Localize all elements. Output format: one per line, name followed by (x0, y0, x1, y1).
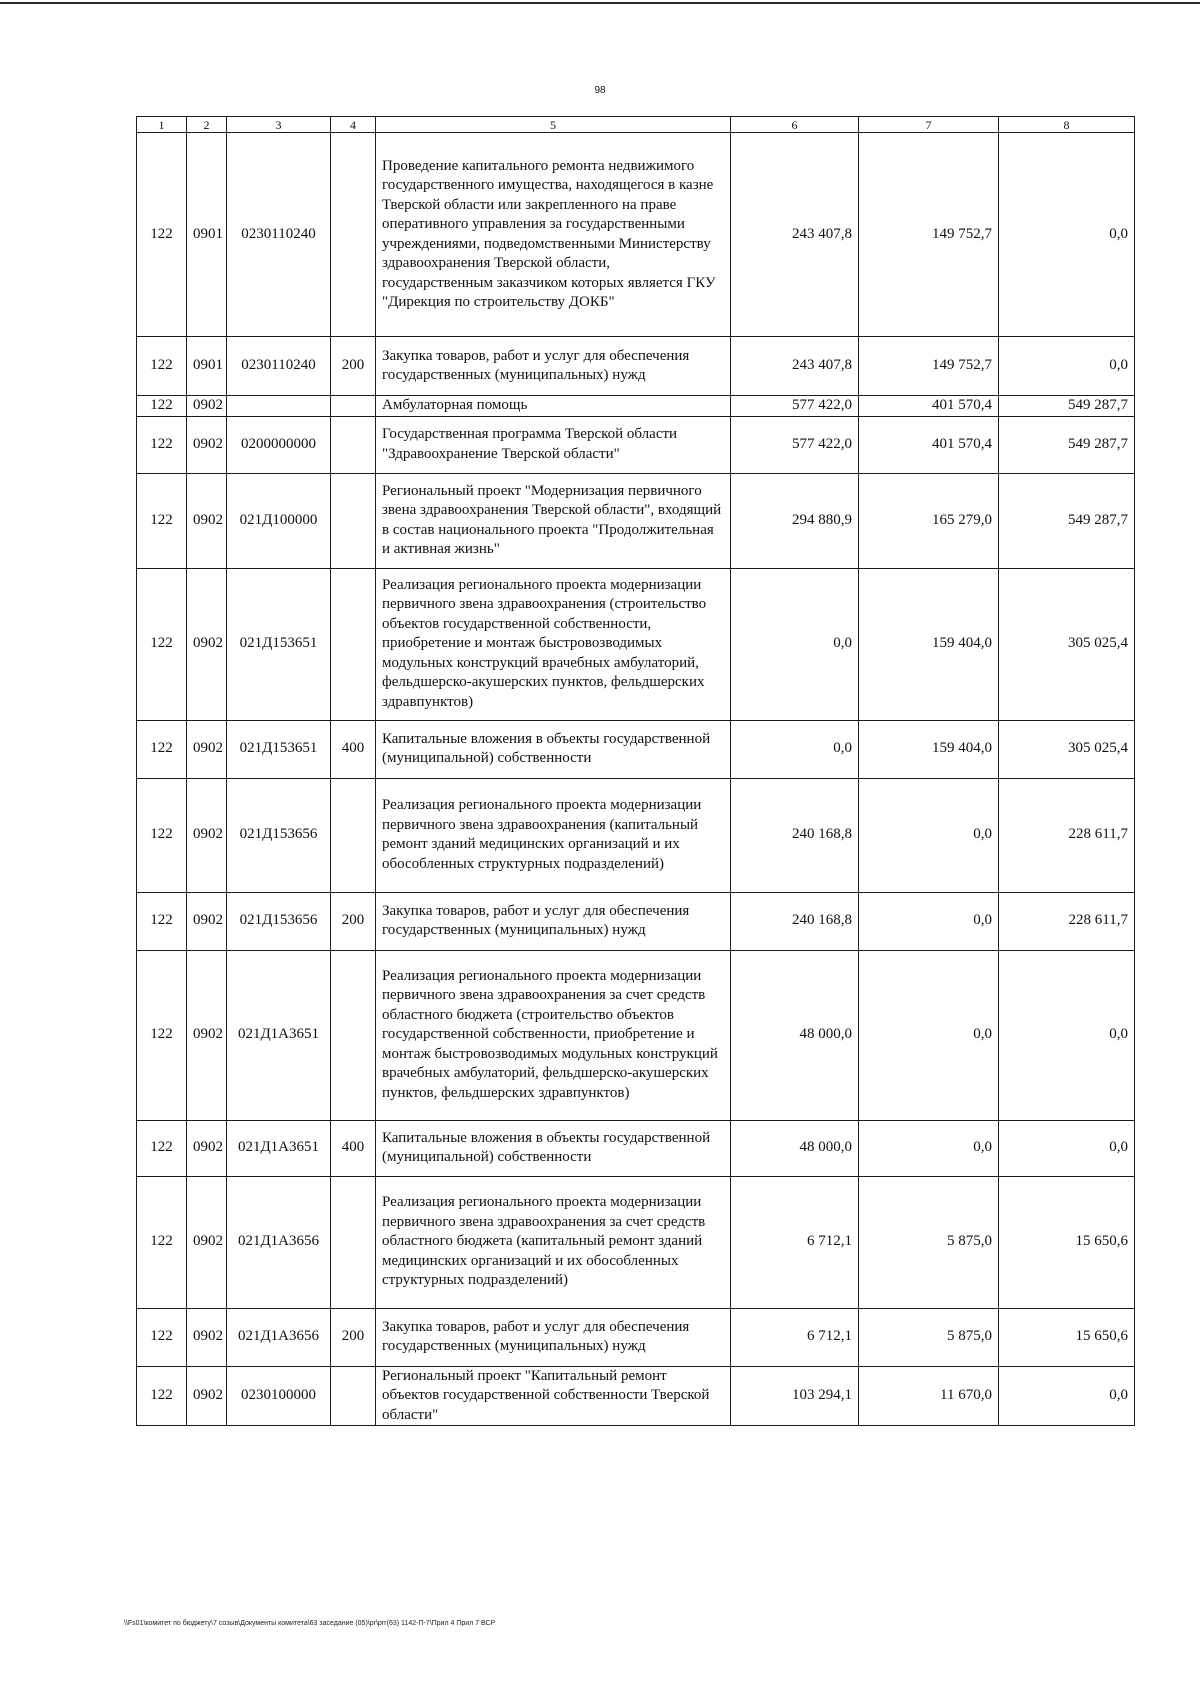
cell-c2: 0902 (187, 778, 227, 892)
cell-c5: Реализация регионального проекта модернизации первичного звена здравоохранения за счет средств областного бюджета (строительство объектов государственной собственности, приобретение и монтаж быстровозводимых модульных конструкций врачебных амбулаторий, фельдшерско-акушерских пунктов, фельдшерских здравпунктов) (376, 950, 731, 1120)
table-body (137, 133, 1135, 1426)
cell-c6: 294 880,9 (731, 473, 859, 568)
cell-c2: 0902 (187, 950, 227, 1120)
column-header: 6 (731, 117, 859, 133)
cell-c1: 122 (137, 950, 187, 1120)
cell-c3: 0200000000 (227, 416, 331, 473)
cell-c5: Капитальные вложения в объекты государственной (муниципальной) собственности (376, 1120, 731, 1176)
cell-c1: 122 (137, 1308, 187, 1366)
cell-c6: 577 422,0 (731, 416, 859, 473)
cell-c3: 0230110240 (227, 337, 331, 396)
cell-c3: 021Д1А3656 (227, 1308, 331, 1366)
cell-c4 (331, 416, 376, 473)
cell-c5: Реализация регионального проекта модернизации первичного звена здравоохранения (капитальный ремонт зданий медицинских организаций и их обособленных структурных подразделений) (376, 778, 731, 892)
cell-c1: 122 (137, 1366, 187, 1426)
cell-c7: 0,0 (859, 892, 999, 950)
cell-c3: 021Д1А3651 (227, 950, 331, 1120)
cell-c8: 228 611,7 (999, 778, 1135, 892)
cell-c1: 122 (137, 1120, 187, 1176)
cell-c1: 122 (137, 416, 187, 473)
cell-c2: 0902 (187, 568, 227, 720)
cell-c2: 0901 (187, 337, 227, 396)
cell-c7: 5 875,0 (859, 1308, 999, 1366)
cell-c8: 549 287,7 (999, 396, 1135, 417)
cell-c8: 549 287,7 (999, 416, 1135, 473)
table-row (137, 1308, 1135, 1366)
table-row (137, 416, 1135, 473)
cell-c4 (331, 950, 376, 1120)
table-row (137, 568, 1135, 720)
cell-c6: 240 168,8 (731, 778, 859, 892)
column-header: 1 (137, 117, 187, 133)
cell-c7: 401 570,4 (859, 396, 999, 417)
cell-c4 (331, 778, 376, 892)
table-row (137, 778, 1135, 892)
cell-c3: 021Д153656 (227, 778, 331, 892)
cell-c1: 122 (137, 892, 187, 950)
cell-c4: 200 (331, 892, 376, 950)
cell-c4 (331, 1176, 376, 1308)
footer-file-path: \\Fs01\комитет по бюджету\7 созыв\Документы комитета\63 заседание (05)\pr\prг(63) 1142-П-7\Прил 4 Прил 7 ВСР (124, 1620, 496, 1627)
cell-c1: 122 (137, 1176, 187, 1308)
table-row (137, 950, 1135, 1120)
cell-c6: 0,0 (731, 568, 859, 720)
page-number: 98 (594, 85, 606, 96)
cell-c4: 400 (331, 720, 376, 778)
cell-c3: 021Д153651 (227, 568, 331, 720)
cell-c2: 0902 (187, 1366, 227, 1426)
cell-c2: 0902 (187, 1308, 227, 1366)
cell-c6: 577 422,0 (731, 396, 859, 417)
column-header: 8 (999, 117, 1135, 133)
cell-c6: 243 407,8 (731, 133, 859, 337)
cell-c1: 122 (137, 778, 187, 892)
cell-c6: 0,0 (731, 720, 859, 778)
cell-c2: 0901 (187, 133, 227, 337)
cell-c1: 122 (137, 337, 187, 396)
header-row (137, 117, 1135, 133)
cell-c8: 549 287,7 (999, 473, 1135, 568)
table-row (137, 1120, 1135, 1176)
cell-c1: 122 (137, 396, 187, 417)
cell-c3: 021Д1А3656 (227, 1176, 331, 1308)
cell-c8: 228 611,7 (999, 892, 1135, 950)
column-header: 3 (227, 117, 331, 133)
cell-c5: Региональный проект "Модернизация первичного звена здравоохранения Тверской области", входящий в состав национального проекта "Продолжительная и активная жизнь" (376, 473, 731, 568)
cell-c7: 0,0 (859, 1120, 999, 1176)
cell-c4: 200 (331, 337, 376, 396)
cell-c2: 0902 (187, 473, 227, 568)
cell-c7: 149 752,7 (859, 133, 999, 337)
cell-c8: 15 650,6 (999, 1308, 1135, 1366)
top-border-line (0, 2, 1200, 4)
cell-c3 (227, 396, 331, 417)
cell-c4 (331, 568, 376, 720)
column-header: 4 (331, 117, 376, 133)
cell-c6: 48 000,0 (731, 1120, 859, 1176)
cell-c1: 122 (137, 473, 187, 568)
cell-c2: 0902 (187, 720, 227, 778)
cell-c7: 0,0 (859, 778, 999, 892)
cell-c4 (331, 396, 376, 417)
cell-c6: 240 168,8 (731, 892, 859, 950)
cell-c6: 48 000,0 (731, 950, 859, 1120)
cell-c8: 0,0 (999, 1120, 1135, 1176)
cell-c4 (331, 133, 376, 337)
table-row (137, 720, 1135, 778)
cell-c2: 0902 (187, 892, 227, 950)
cell-c6: 103 294,1 (731, 1366, 859, 1426)
column-header: 7 (859, 117, 999, 133)
cell-c6: 6 712,1 (731, 1176, 859, 1308)
cell-c2: 0902 (187, 396, 227, 417)
cell-c3: 021Д1А3651 (227, 1120, 331, 1176)
cell-c7: 159 404,0 (859, 720, 999, 778)
cell-c5: Капитальные вложения в объекты государственной (муниципальной) собственности (376, 720, 731, 778)
cell-c6: 6 712,1 (731, 1308, 859, 1366)
table-row (137, 396, 1135, 417)
cell-c3: 021Д153656 (227, 892, 331, 950)
cell-c3: 0230110240 (227, 133, 331, 337)
column-header: 5 (376, 117, 731, 133)
cell-c6: 243 407,8 (731, 337, 859, 396)
table-row (137, 892, 1135, 950)
cell-c4: 200 (331, 1308, 376, 1366)
cell-c4: 400 (331, 1120, 376, 1176)
cell-c4 (331, 1366, 376, 1426)
cell-c5: Закупка товаров, работ и услуг для обеспечения государственных (муниципальных) нужд (376, 892, 731, 950)
cell-c1: 122 (137, 568, 187, 720)
table-row (137, 1176, 1135, 1308)
table-row (137, 133, 1135, 337)
cell-c5: Проведение капитального ремонта недвижимого государственного имущества, находящегося в казне Тверской области или закрепленного на праве оперативного управления за государственными учреждениями, подведомственными Министерству здравоохранения Тверской области, государственным заказчиком которых является ГКУ "Дирекция по строительству ДОКБ" (376, 133, 731, 337)
cell-c2: 0902 (187, 1176, 227, 1308)
cell-c8: 0,0 (999, 950, 1135, 1120)
cell-c8: 0,0 (999, 1366, 1135, 1426)
cell-c7: 401 570,4 (859, 416, 999, 473)
cell-c1: 122 (137, 133, 187, 337)
cell-c8: 0,0 (999, 337, 1135, 396)
cell-c3: 0230100000 (227, 1366, 331, 1426)
cell-c5: Региональный проект "Капитальный ремонт объектов государственной собственности Тверской области" (376, 1366, 731, 1426)
cell-c5: Закупка товаров, работ и услуг для обеспечения государственных (муниципальных) нужд (376, 337, 731, 396)
cell-c8: 305 025,4 (999, 568, 1135, 720)
cell-c7: 159 404,0 (859, 568, 999, 720)
cell-c8: 305 025,4 (999, 720, 1135, 778)
cell-c3: 021Д100000 (227, 473, 331, 568)
cell-c5: Амбулаторная помощь (376, 396, 731, 417)
table-row (137, 1366, 1135, 1426)
cell-c7: 11 670,0 (859, 1366, 999, 1426)
cell-c3: 021Д153651 (227, 720, 331, 778)
cell-c5: Закупка товаров, работ и услуг для обеспечения государственных (муниципальных) нужд (376, 1308, 731, 1366)
cell-c1: 122 (137, 720, 187, 778)
column-header: 2 (187, 117, 227, 133)
table-row (137, 473, 1135, 568)
cell-c7: 5 875,0 (859, 1176, 999, 1308)
table-row (137, 337, 1135, 396)
cell-c8: 0,0 (999, 133, 1135, 337)
cell-c5: Реализация регионального проекта модернизации первичного звена здравоохранения за счет средств областного бюджета (капитальный ремонт зданий медицинских организаций и их обособленных структурных подразделений) (376, 1176, 731, 1308)
cell-c4 (331, 473, 376, 568)
budget-table (136, 116, 1135, 1426)
cell-c7: 0,0 (859, 950, 999, 1120)
cell-c5: Реализация регионального проекта модернизации первичного звена здравоохранения (строительство объектов государственной собственности, приобретение и монтаж быстровозводимых модульных конструкций врачебных амбулаторий, фельдшерско-акушерских пунктов, фельдшерских здравпунктов) (376, 568, 731, 720)
cell-c7: 149 752,7 (859, 337, 999, 396)
cell-c2: 0902 (187, 1120, 227, 1176)
cell-c8: 15 650,6 (999, 1176, 1135, 1308)
cell-c7: 165 279,0 (859, 473, 999, 568)
cell-c2: 0902 (187, 416, 227, 473)
cell-c5: Государственная программа Тверской области "Здравоохранение Тверской области" (376, 416, 731, 473)
